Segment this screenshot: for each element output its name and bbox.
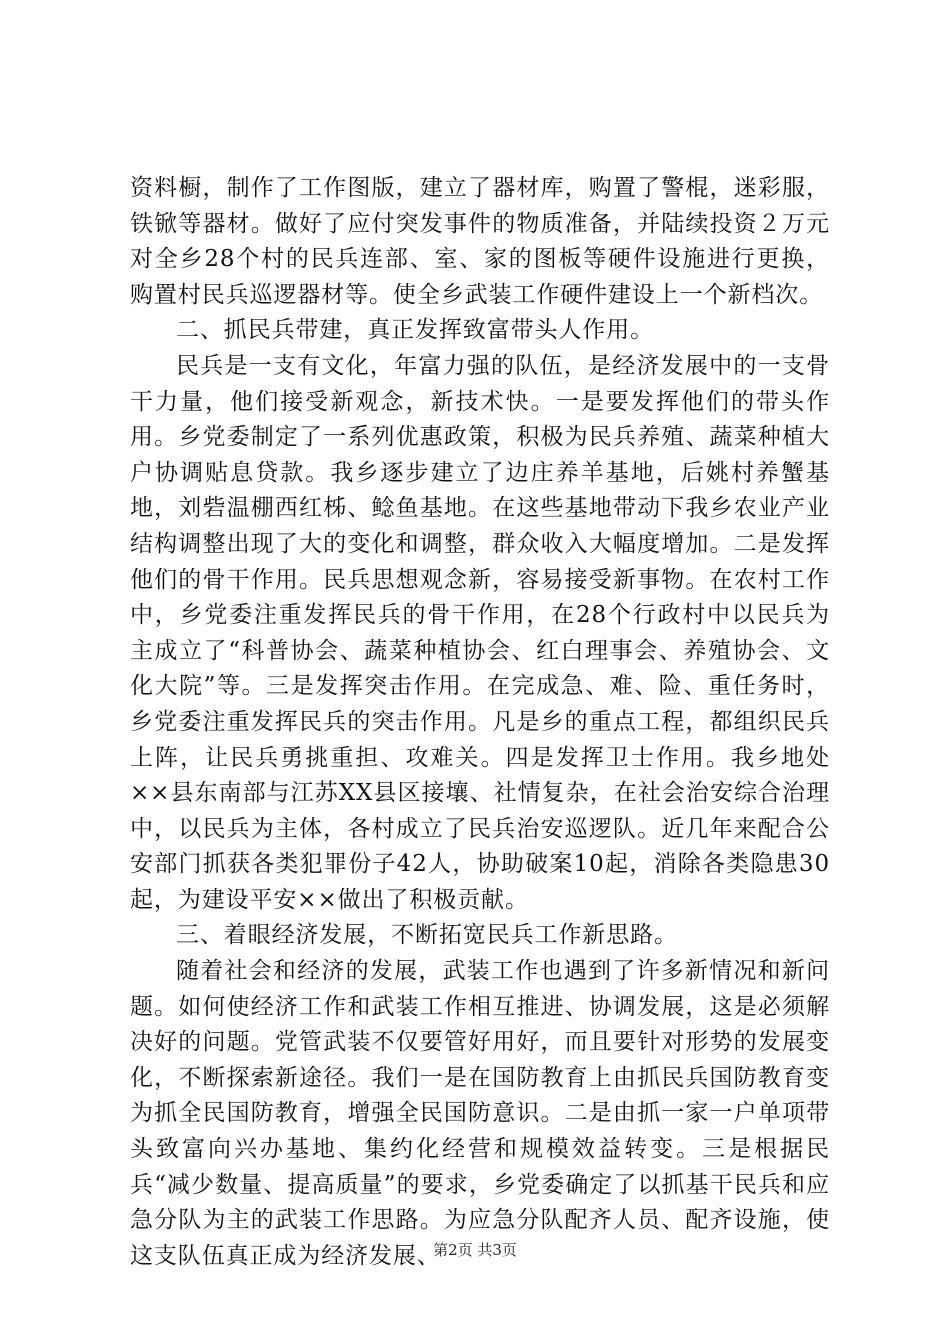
paragraph-continuation: 资料橱，制作了工作图版，建立了器材库，购置了警棍，迷彩服，铁锨等器材。做好了应付突发事件的物质准备，并陆续投资２万元对全乡28个村的民兵连部、室、家的图板等硬件设施进行更换，购置村民兵巡逻器材等。使全乡武装工作硬件建设上一个新档次。 — [130, 175, 830, 308]
section-heading-3: 三、着眼经济发展，不断拓宽民兵工作新思路。 — [176, 922, 678, 949]
page-footer: 第2页 共3页 — [433, 1241, 517, 1259]
section-heading-2: 二、抓民兵带建，真正发挥致富带头人作用。 — [176, 317, 654, 344]
paragraph-new-ideas: 随着社会和经济的发展，武装工作也遇到了许多新情况和新问题。如何使经济工作和武装工作相互推进、协调发展，这是必须解决好的问题。党管武装不仅要管好用好，而且要针对形势的发展变化，不断探索新途径。我们一是在国防教育上由抓民兵国防教育变为抓全民国防教育，增强全民国防意识。二是由抓一家一户单项带头致富向兴办基地、集约化经营和规模效益转变。三是根据民兵“减少数量、提高质量”的要求，乡党委确定了以抓基干民兵和应急分队为主的武装工作思路。为应急分队配齐人员、配齐设施，使这支队伍真正成为经济发展、 — [130, 958, 830, 1269]
document-body — [130, 171, 830, 1274]
paragraph-militia-role: 民兵是一支有文化，年富力强的队伍，是经济发展中的一支骨干力量，他们接受新观念，新技术快。一是要发挥他们的带头作用。乡党委制定了一系列优惠政策，积极为民兵养殖、蔬菜种植大户协调贴息贷款。我乡逐步建立了边庄养羊基地，后姚村养蟹基地，刘砦温棚西红柹、鲶鱼基地。在这些基地带动下我乡农业产业结构调整出现了大的变化和调整，群众收入大幅度增加。二是发挥他们的骨干作用。民兵思想观念新，容易接受新事物。在农村工作中，乡党委注重发挥民兵的骨干作用，在28个行政村中以民兵为主成立了“科普协会、蔬菜种植协会、红白理事会、养殖协会、文化大院”等。三是发挥突击作用。在完成急、难、险、重任务时，乡党委注重发挥民兵的突击作用。凡是乡的重点工程，都组织民兵上阵，让民兵勇挑重担、攻难关。四是发挥卫士作用。我乡地处××县东南部与江苏XX县区接壤、社情复杂，在社会治安综合治理中，以民兵为主体，各村成立了民兵治安巡逻队。近几年来配合公安部门抓获各类犯罪份子42人，协助破案10起，消除各类隐患30起，为建设平安××做出了积极贡献。 — [130, 352, 830, 913]
